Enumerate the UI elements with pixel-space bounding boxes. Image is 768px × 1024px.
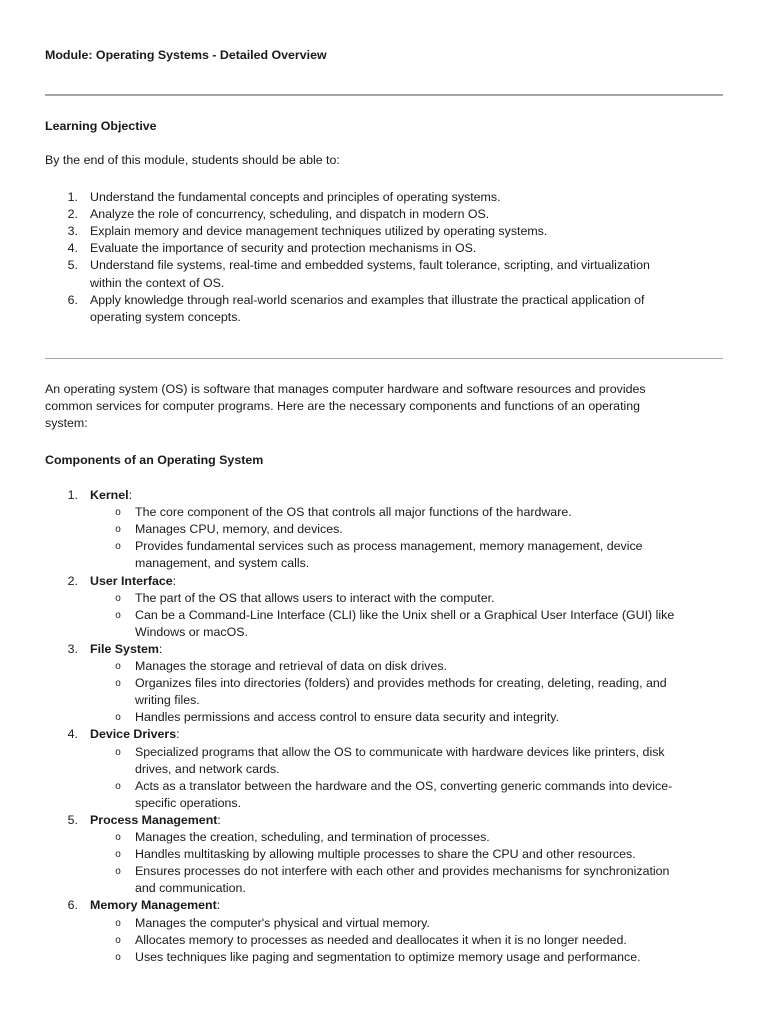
components-heading: Components of an Operating System <box>45 453 264 467</box>
component-name: Memory Management <box>90 898 217 913</box>
component-heading <box>90 812 221 829</box>
bullet-text: Handles permissions and access control to ensure data security and integrity. <box>135 710 560 725</box>
colon: : <box>128 488 133 502</box>
bullet-text: writing files. <box>135 693 200 708</box>
objective-text: Analyze the role of concurrency, scheduling, and dispatch in modern OS. <box>90 207 490 222</box>
bullet-text: Manages CPU, memory, and devices. <box>135 522 343 537</box>
component-heading <box>90 573 176 590</box>
bullet-icon: o <box>115 917 121 929</box>
objective-text: Explain memory and device management techniques utilized by operating systems. <box>90 224 548 239</box>
bullet-icon: o <box>115 832 121 843</box>
component-heading <box>90 487 132 504</box>
objective-text: Evaluate the importance of security and protection mechanisms in OS. <box>90 241 477 256</box>
bullet-text: specific operations. <box>135 795 242 810</box>
list-number: 3. <box>67 641 78 656</box>
bullet-text: Handles multitasking by allowing multiple processes to share the CPU and other resources. <box>135 847 636 862</box>
bullet-icon: o <box>115 592 121 604</box>
bullet-text: management, and system calls. <box>135 556 310 571</box>
bullet-icon: o <box>115 934 121 946</box>
bullet-icon: o <box>115 609 121 621</box>
list-number: 1. <box>67 190 78 204</box>
bullet-icon: o <box>115 678 121 690</box>
bullet-icon: o <box>115 541 121 553</box>
colon: : <box>172 573 177 588</box>
list-number: 2. <box>67 573 78 588</box>
colon: : <box>158 641 163 656</box>
bullet-text: and communication. <box>135 881 246 896</box>
bullet-icon: o <box>115 507 121 519</box>
component-name: Kernel <box>90 488 129 502</box>
objective-text: operating system concepts. <box>90 309 241 324</box>
bullet-text: Ensures processes do not interfere with each other and provides mechanisms for synchronization <box>135 864 670 879</box>
bullet-text: Uses techniques like paging and segmentation to optimize memory usage and performance. <box>135 949 641 964</box>
list-number: 4. <box>67 727 78 742</box>
bullet-icon: o <box>115 524 121 536</box>
bullet-icon: o <box>115 661 121 672</box>
objective-text: Understand the fundamental concepts and principles of operating systems. <box>90 190 501 204</box>
component-name: Device Drivers <box>90 727 177 742</box>
bullet-text: Windows or macOS. <box>135 624 248 639</box>
bullet-text: drives, and network cards. <box>135 761 280 776</box>
component-heading <box>90 726 180 743</box>
colon: : <box>216 898 221 913</box>
bullet-text: Provides fundamental services such as process management, memory management, device <box>135 539 643 554</box>
list-number: 3. <box>67 224 78 239</box>
bullet-text: Organizes files into directories (folders) and provides methods for creating, deleting, reading, and <box>135 676 667 691</box>
list-number: 1. <box>67 488 78 502</box>
bullet-text: Acts as a translator between the hardware and the OS, converting generic commands into device- <box>135 778 673 793</box>
intro-line: An operating system (OS) is software that manages computer hardware and software resources and provides <box>45 382 646 396</box>
list-number: 5. <box>67 812 78 827</box>
bullet-text: Manages the computer's physical and virtual memory. <box>135 915 430 930</box>
colon: : <box>217 812 221 827</box>
bullet-icon: o <box>115 951 121 963</box>
bullet-text: Specialized programs that allow the OS to communicate with hardware devices like printers, disk <box>135 744 665 759</box>
objective-text: Understand file systems, real-time and embedded systems, fault tolerance, scripting, and virtualization <box>90 258 650 273</box>
component-name: Process Management <box>90 812 218 827</box>
list-number: 2. <box>67 207 78 222</box>
bullet-text: The core component of the OS that controls all major functions of the hardware. <box>135 505 572 520</box>
bullet-text: Allocates memory to processes as needed and deallocates it when it is no longer needed. <box>135 932 627 947</box>
component-heading <box>90 641 162 658</box>
colon: : <box>176 727 180 742</box>
list-number: 5. <box>67 258 78 273</box>
bullet-text: Can be a Command-Line Interface (CLI) like the Unix shell or a Graphical User Interface (GUI) like <box>135 607 675 622</box>
list-number: 6. <box>67 898 78 913</box>
learning-objective-intro: By the end of this module, students should be able to: <box>45 153 340 167</box>
objective-text: Apply knowledge through real-world scenarios and examples that illustrate the practical application of <box>90 292 645 307</box>
component-name: File System <box>90 641 159 656</box>
objective-text: within the context of OS. <box>90 275 225 290</box>
component-name: User Interface <box>90 573 173 588</box>
component-heading <box>90 897 220 914</box>
bullet-icon: o <box>115 746 121 758</box>
bullet-text: The part of the OS that allows users to interact with the computer. <box>135 590 495 605</box>
bullet-text: Manages the storage and retrieval of data on disk drives. <box>135 659 448 673</box>
bullet-text: Manages the creation, scheduling, and termination of processes. <box>135 830 490 844</box>
section-divider <box>45 358 723 359</box>
bullet-icon: o <box>115 866 121 878</box>
module-title: Module: Operating Systems - Detailed Overview <box>45 48 327 62</box>
bullet-icon: o <box>115 780 121 792</box>
intro-line: system: <box>45 416 88 431</box>
bullet-icon: o <box>115 712 121 724</box>
learning-objective-heading: Learning Objective <box>45 119 157 133</box>
bullet-icon: o <box>115 849 121 861</box>
list-number: 4. <box>67 241 78 256</box>
intro-line: common services for computer programs. Here are the necessary components and functions of an operating <box>45 399 641 414</box>
list-number: 6. <box>67 292 78 307</box>
title-divider <box>45 94 723 96</box>
